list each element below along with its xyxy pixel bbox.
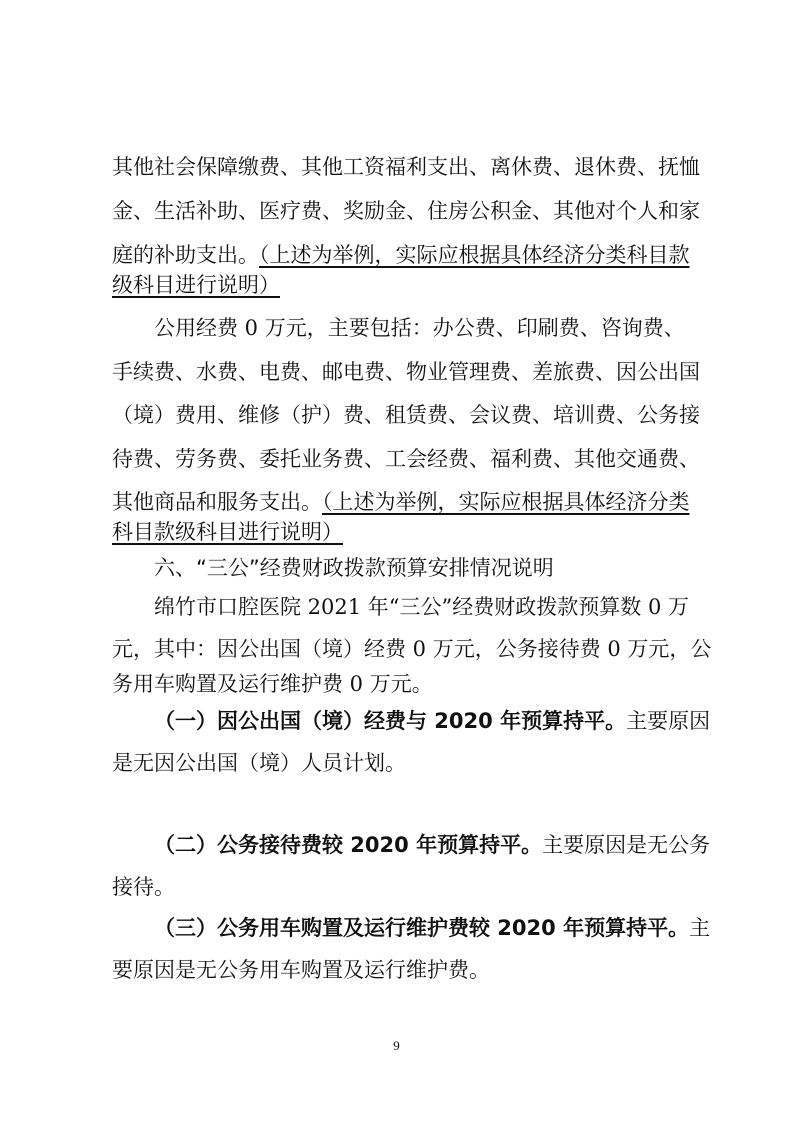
item-three-line-2: 要原因是无公务用车购置及运行维护费。: [112, 958, 490, 982]
para-personnel-line-2: 金、生活补助、医疗费、奖励金、住房公积金、其他对个人和家: [112, 199, 700, 223]
para-personnel-line-3: [112, 240, 692, 270]
item-one-text: 主要原因: [626, 709, 711, 733]
item-one-line-1: [154, 706, 711, 736]
para-public-text: 其他商品和服务支出。: [112, 490, 322, 514]
para-public-line-3: （境）费用、维修（护）费、租赁费、会议费、培训费、公务接: [112, 403, 700, 427]
para-personnel-text: 庭的补助支出。: [112, 243, 259, 267]
para-personnel-line-4: [112, 270, 692, 300]
item-two-heading: （二）公务接待费较 2020 年预算持平。: [154, 833, 543, 857]
example-note: （上述为举例，实际应根据具体经济分类科目款: [259, 243, 690, 267]
para-public-line-1: 公用经费 0 万元，主要包括：办公费、印刷费、咨询费、: [154, 316, 685, 340]
example-note-2: （上述为举例，实际应根据具体经济分类: [322, 490, 690, 514]
item-two-line-1: [154, 830, 711, 860]
section-heading-six: 六、“三公”经费财政拨款预算安排情况说明: [154, 556, 554, 580]
example-note-cont: 级科目进行说明）: [112, 273, 280, 297]
para-public-line-2: 手续费、水费、电费、邮电费、物业管理费、差旅费、因公出国: [112, 360, 700, 384]
item-three-text: 主: [689, 916, 711, 940]
para-public-line-4: 待费、劳务费、委托业务费、工会经费、福利费、其他交通费、: [112, 447, 700, 471]
para-three-public-line-3: 务用车购置及运行维护费 0 万元。: [112, 672, 433, 696]
item-two-text: 主要原因是无公务: [542, 833, 711, 857]
item-one-line-2: 是无因公出国（境）人员计划。: [112, 751, 406, 775]
para-three-public-line-2: 元，其中：因公出国（境）经费 0 万元，公务接待费 0 万元，公: [112, 637, 712, 661]
item-one-heading: （一）因公出国（境）经费与 2020 年预算持平。: [154, 709, 627, 733]
item-two-line-2: 接待。: [112, 875, 175, 899]
item-three-line-1: [154, 913, 711, 943]
para-public-line-5: [112, 487, 692, 517]
para-three-public-line-1: 绵竹市口腔医院 2021 年“三公”经费财政拨款预算数 0 万: [154, 595, 689, 619]
para-public-line-6: [112, 517, 692, 547]
item-three-heading: （三）公务用车购置及运行维护费较 2020 年预算持平。: [154, 916, 690, 940]
page-number: 9: [393, 1038, 400, 1053]
para-personnel-line-1: 其他社会保障缴费、其他工资福利支出、离休费、退休费、抚恤: [112, 155, 700, 179]
example-note-2-cont: 科目款级科目进行说明）: [112, 520, 343, 544]
